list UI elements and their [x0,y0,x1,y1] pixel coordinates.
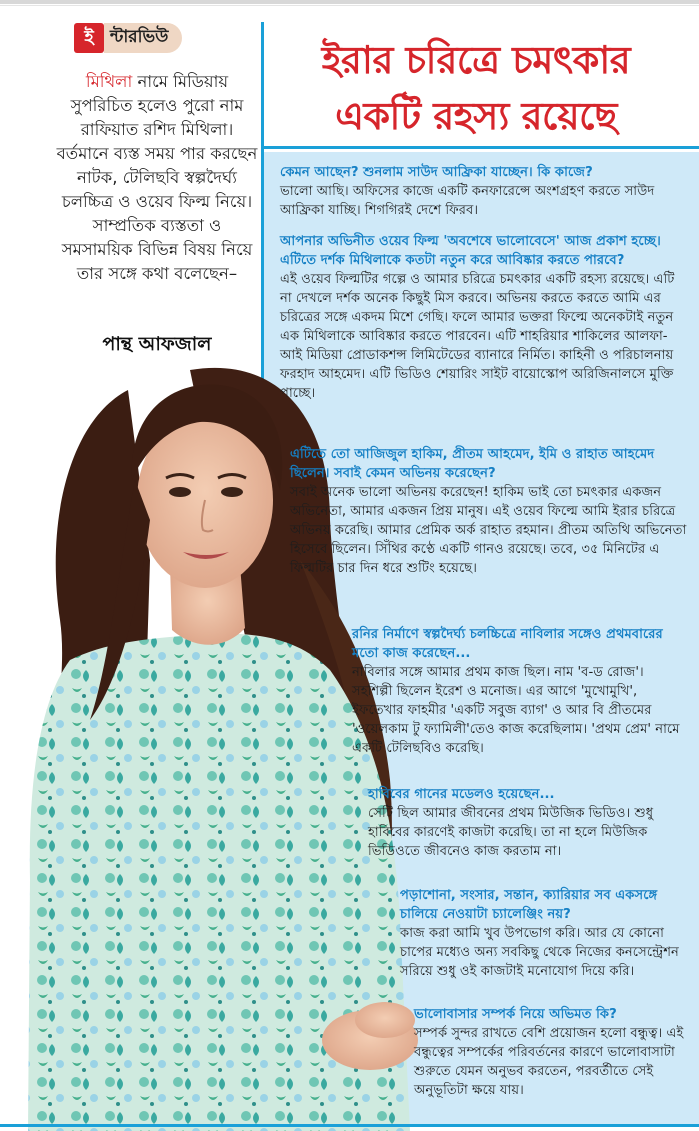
bottom-rule [0,1124,699,1127]
qa-block-1 [280,163,688,220]
question-4: রনির নির্মাণে স্বল্পদৈর্ঘ্য চলচ্চিত্রে নাবিলার সঙ্গেও প্রথমবারের মতো কাজ করেছেন... [352,627,663,661]
answer-2: এই ওয়েব ফিল্মটির গল্পে ও আমার চরিত্রে চমৎকার একটি রহস্য রয়েছে। এটি না দেখলে দর্শক অনেক কিছুই মিস করবে। অভিনয় করতে করতে আমি এর চরিত্রের সঙ্গে একদম মিশে গেছি। ফলে আমার ভক্তরা ফিল্মে অনেকটাই নতুন এক মিথিলাকে আবিষ্কার করতে পারবেন। এটি শাহরিয়ার শাকিলের আলফা-আই মিডিয়া প্রোডাকশন্স লিমিটেডের ব্যানারে নির্মিত। কাহিনী ও পরিচালনায় ফরহাদ আহমেদ। এটি ভিডিও শেয়ারিং সাইট বায়োস্কোপ অরিজিনালসে মুক্তি পাচ্ছে। [280,272,675,401]
answer-1: ভালো আছি। অফিসের কাজে একটি কনফারেন্সে অংশগ্রহণ করতে সাউদ আফ্রিকা যাচ্ছি। শিগগিরই দেশে ফিরব। [280,184,655,218]
question-5: হাবিবের গানের মডেলও হয়েছেন... [368,787,555,802]
answer-4: নাবিলার সঙ্গে আমার প্রথম কাজ ছিল। নাম 'ব-ড রোজ'। সহশিল্পী ছিলেন ইরেশ ও মনোজ। এর আগে 'মুখোমুখি', ইফতেখার ফাহমীর 'একটি সবুজ ব্যাগ' ও আর বি প্রীতমের 'ওয়েলকাম টু ফ্যামিলী'তেও কাজ করেছিলাম। 'প্রথম প্রেম' নামে একটি টেলিছবিও করেছি। [352,665,680,756]
answer-6: কাজ করা আমি খুব উপভোগ করি। আর যে কোনো চাপের মধ্যেও অন্য সবকিছু থেকে নিজের কনসেন্ট্রেশন সরিয়ে শুধু ওই কাজটাই মনোযোগ দিয়ে করি। [400,926,679,979]
byline: পান্থ আফজাল [102,333,212,355]
top-rule [0,0,699,4]
intro-paragraph [56,70,258,286]
headline-line-1: ইরার চরিত্রে চমৎকার [321,38,631,82]
qa-block-3 [290,445,688,578]
answer-3: সবাই অনেক ভালো অভিনয় করেছেন! হাকিম ভাই তো চমৎকার একজন অভিনেতা, আমার একজন প্রিয় মানুষ। এই ওয়েব ফিল্মে আমি ইরার চরিত্রে অভিনয় করেছি। আমার প্রেমিক অর্ক রাহাত রহমান। প্রীতম অতিথি অভিনেতা হিসেবে ছিলেন। সিঁথির কণ্ঠে একটি গানও রয়েছে। তবে, ৩৫ মিনিটের এ ফিল্মটির চার দিন ধরে শুটিং হয়েছে। [290,485,687,576]
section-tag-label: ন্টারভিউ [104,23,182,53]
intro-name: মিথিলা [85,72,133,91]
question-2: আপনার অভিনীত ওয়েব ফিল্ম 'অবশেষে ভালোবেসে' আজ প্রকাশ হচ্ছে। এটিতে দর্শক মিথিলাকে কতটা নতুন করে আবিষ্কার করতে পারবে? [280,234,661,268]
qa-block-4 [352,625,688,758]
headline-line-2: একটি রহস্য রয়েছে [335,94,617,138]
qa-block-2 [280,232,688,403]
answer-7: সম্পর্ক সুন্দর রাখতে বেশি প্রয়োজন হলো বন্ধুত্ব। এই বন্ধুত্বের সম্পর্কের পরিবর্তনের কারণে ভালোবাসাটা শুরুতে যেমন অনুভব করতেন, পরবর্তীতে সেই অনুভূতিটা ক্ষয়ে যায়। [414,1026,684,1098]
qa-block-5 [368,785,688,861]
qa-block-7 [414,1005,688,1100]
question-7: ভালোবাসার সম্পর্ক নিয়ে অভিমত কি? [414,1007,617,1022]
question-3: এটিতে তো আজিজুল হাকিম, প্রীতম আহমেদ, ইমি ও রাহাত আহমেদ ছিলেন। সবাই কেমন অভিনয় করেছেন? [290,447,655,481]
section-tag [74,22,182,54]
answer-5: সেটি ছিল আমার জীবনের প্রথম মিউজিক ভিডিও। শুধু হাবিবের কারণেই কাজটা করেছি। তা না হলে মিউজিক ভিডিওতে জীবনেও কাজ করতাম না। [368,806,654,859]
headline [276,32,676,144]
intro-text: নামে মিডিয়ায় সুপরিচিত হলেও পুরো নাম রাফিয়াত রশিদ মিথিলা। বর্তমানে ব্যস্ত সময় পার করছেন নাটক, টেলিছবি স্বল্পদৈর্ঘ্য চলচ্চিত্র ও ওয়েব ফিল্ম নিয়ে। সাম্প্রতিক ব্যস্ততা ও সমসাময়িক বিভিন্ন বিষয় নিয়ে তার সঙ্গে কথা বলেছেন– [56,72,258,283]
question-1: কেমন আছেন? শুনলাম সাউদ আফ্রিকা যাচ্ছেন। কি কাজে? [280,165,593,180]
section-tag-initial: ই [74,23,104,53]
qa-block-6 [400,886,688,981]
question-6: পড়াশোনা, সংসার, সন্তান, ক্যারিয়ার সব একসঙ্গে চালিয়ে নেওয়াটা চ্যালেঞ্জিং নয়? [400,888,658,922]
